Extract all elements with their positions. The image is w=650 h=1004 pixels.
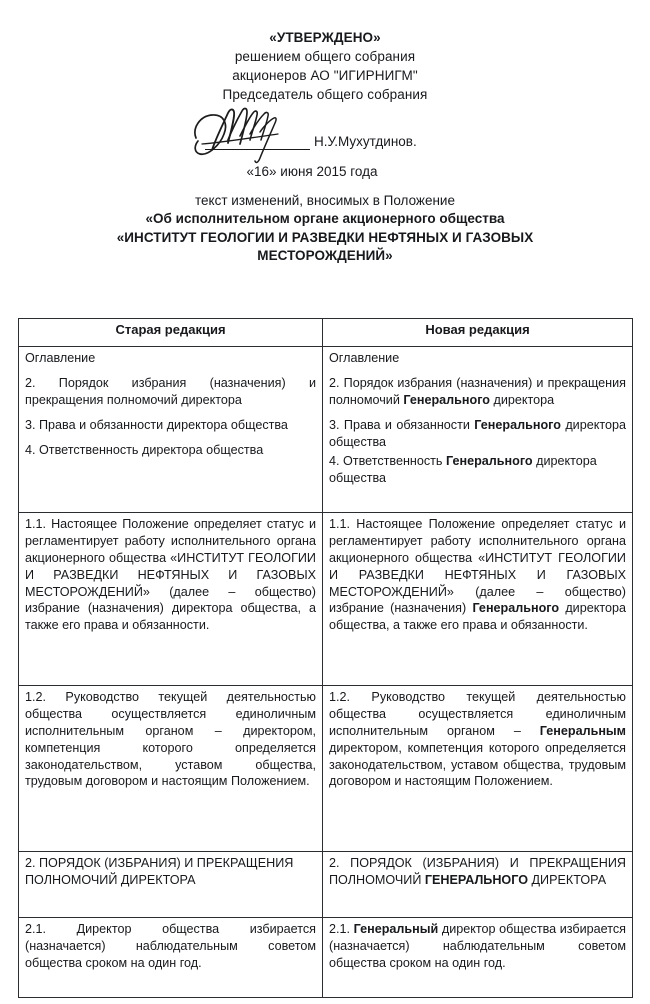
toc-old-heading: Оглавление — [25, 351, 96, 365]
document-title-line-3: МЕСТОРОЖДЕНИЙ» — [257, 248, 393, 264]
toc-new-item-3-emphasis: Генерального — [474, 417, 561, 432]
cell-new-toc — [323, 347, 633, 513]
table-row — [19, 513, 633, 686]
toc-new-item-3-pre: 3. Права и обязанности — [329, 417, 475, 432]
cell-old-clause-2-1 — [19, 918, 323, 998]
clause-1-2-new-emphasis: Генеральным — [539, 723, 626, 738]
clause-1-2-new-pre: 1.2. Руководство текущей деятельностью общества осуществляется единоличным исполнительным органом – — [329, 690, 626, 738]
approval-line-3: акционеров АО "ИГИРНИГМ" — [232, 68, 418, 84]
section-2-new-heading — [329, 855, 626, 889]
toc-new-heading: Оглавление — [329, 351, 400, 365]
cell-old-section-2-heading — [19, 852, 323, 918]
clause-2-1-new-pre: 2.1. — [329, 922, 354, 936]
cell-new-clause-2-1 — [323, 918, 633, 998]
table-row — [19, 347, 633, 513]
revision-comparison-table — [18, 318, 633, 998]
table-header-row — [19, 319, 633, 347]
section-2-old-heading: 2. ПОРЯДОК (ИЗБРАНИЯ) И ПРЕКРАЩЕНИЯ ПОЛНОМОЧИЙ ДИРЕКТОРА — [25, 856, 294, 887]
section-2-new-pre: 2. ПОРЯДОК (ИЗБРАНИЯ) И ПРЕКРАЩЕНИЯ ПОЛНОМОЧИЙ — [329, 856, 626, 887]
document-title-intro: текст изменений, вносимых в Положение — [195, 193, 455, 208]
cell-new-section-2-heading — [323, 852, 633, 918]
document-title-line-1: «Об исполнительном органе акционерного общества — [145, 211, 505, 227]
toc-new-item-4 — [329, 453, 626, 487]
toc-new-item-4-pre: 4. Ответственность — [329, 454, 446, 469]
signature-date-wrap — [0, 164, 650, 179]
signature-row — [0, 112, 650, 179]
toc-new-item-2-emphasis: Генерального — [403, 392, 490, 407]
toc-new-item-2-pre: 2. Порядок избрания (назначения) и прекращения полномочий — [329, 375, 626, 407]
clause-1-1-old-text: 1.1. Настоящее Положение определяет статус и регламентирует работу исполнительного органа акционерного общества «ИНСТИТУТ ГЕОЛОГИИ И РАЗВЕДКИ НЕФТЯНЫХ И ГАЗОВЫХ МЕСТОРОЖДЕНИЙ» (далее – общество) избрание (назначения) директора общества, а также его права и обязанности. — [25, 517, 316, 633]
toc-new-item-4-emphasis: Генерального — [445, 454, 533, 469]
toc-old-item-3: 3. Права и обязанности директора общества — [25, 417, 288, 432]
column-header-old-edition: Старая редакция — [19, 319, 323, 347]
signature-date: «16» июня 2015 года — [246, 164, 378, 179]
approval-line-1: «УТВЕРЖДЕНО» — [269, 30, 381, 45]
table-row — [19, 852, 633, 918]
toc-new-item-2 — [329, 375, 626, 409]
clause-1-2-new-post: директором, компетенция которого определяется законодательством, уставом общества, трудовым договором и настоящим Положением. — [329, 740, 626, 789]
clause-1-2-new-text — [329, 689, 626, 790]
cell-new-clause-1-1 — [323, 513, 633, 686]
approval-block — [0, 28, 650, 105]
section-2-new-emphasis: ГЕНЕРАЛЬНОГО — [424, 872, 528, 887]
clause-1-2-old-text: 1.2. Руководство текущей деятельностью общества осуществляется единоличным исполнительным органом – директором, компетенция которого определяется законодательством, уставом общества, трудовым договором и настоящим Положением. — [25, 690, 316, 789]
clause-1-1-new-text — [329, 516, 626, 634]
toc-new-item-3 — [329, 417, 626, 451]
clause-2-1-new-emphasis: Генеральный — [353, 922, 439, 936]
toc-new-item-3-post: директора общества — [329, 417, 626, 449]
document-title-block — [0, 192, 650, 265]
toc-new-item-4-post: директора общества — [329, 454, 597, 486]
document-title-line-2: «ИНСТИТУТ ГЕОЛОГИИ И РАЗВЕДКИ НЕФТЯНЫХ И ГАЗОВЫХ — [116, 229, 534, 245]
cell-old-clause-1-2 — [19, 686, 323, 852]
signature-underline — [205, 149, 310, 150]
clause-1-1-new-post: директора общества, а также его права и обязанности. — [329, 601, 626, 633]
signer-name: Н.У.Мухутдинов. — [314, 134, 417, 149]
section-2-new-post: ДИРЕКТОРА — [528, 872, 607, 887]
cell-new-clause-1-2 — [323, 686, 633, 852]
handwritten-signature-icon — [190, 104, 310, 166]
table-row — [19, 686, 633, 852]
toc-old-item-2: 2. Порядок избрания (назначения) и прекращения полномочий директора — [25, 375, 316, 407]
table-row — [19, 918, 633, 998]
approval-line-2: решением общего собрания — [234, 49, 416, 65]
toc-new-item-2-post: директора — [490, 392, 555, 407]
clause-2-1-old-text: 2.1. Директор общества избирается (назначается) наблюдательным советом общества сроком на один год. — [25, 922, 316, 970]
cell-old-toc — [19, 347, 323, 513]
cell-old-clause-1-1 — [19, 513, 323, 686]
toc-old-item-4: 4. Ответственность директора общества — [25, 442, 264, 457]
clause-2-1-new-text — [329, 921, 626, 972]
approval-line-4: Председатель общего собрания — [222, 87, 428, 103]
clause-1-1-new-pre: 1.1. Настоящее Положение определяет статус и регламентирует работу исполнительного органа акционерного общества «ИНСТИТУТ ГЕОЛОГИИ И РАЗВЕДКИ НЕФТЯНЫХ И ГАЗОВЫХ МЕСТОРОЖДЕНИЙ» (далее – общество) избрание (назначения) — [329, 517, 626, 616]
clause-1-1-new-emphasis: Генерального — [472, 601, 560, 616]
clause-2-1-new-post: директор общества избирается (назначается) наблюдательным советом общества сроком на один год. — [329, 922, 626, 970]
column-header-new-edition: Новая редакция — [323, 319, 633, 347]
